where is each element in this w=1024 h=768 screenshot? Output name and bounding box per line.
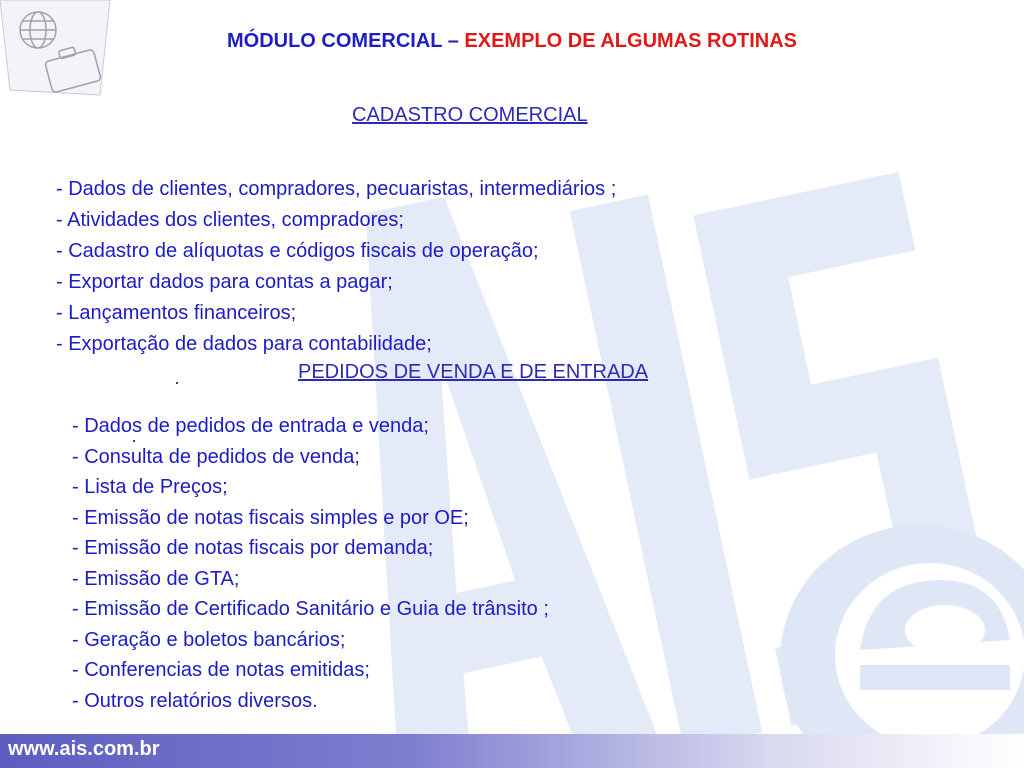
list-item: - Emissão de Certificado Sanitário e Guia de trânsito ; [72, 598, 549, 620]
footer-url[interactable]: www.ais.com.br [8, 738, 160, 760]
list-item: - Consulta de pedidos de venda; [72, 445, 360, 468]
list-item: - Dados de clientes, compradores, pecuaristas, intermediários ; [56, 178, 617, 200]
decorative-dot [176, 382, 178, 384]
list-item: - Lançamentos financeiros; [56, 302, 297, 324]
list-item: - Lista de Preços; [72, 476, 228, 498]
title-subtitle: EXEMPLO DE ALGUMAS ROTINAS [464, 30, 798, 52]
list-item: - Cadastro de alíquotas e códigos fiscais de operação; [56, 240, 539, 262]
section-heading-pedidos: PEDIDOS DE VENDA E DE ENTRADA [298, 361, 649, 383]
list-item: - Emissão de GTA; [72, 567, 240, 590]
list-item: - Emissão de notas fiscais por demanda; [72, 537, 434, 559]
title-module: MÓDULO COMERCIAL – [226, 30, 465, 52]
list-item: - Emissão de notas fiscais simples e por OE; [72, 506, 469, 529]
list-item: - Dados de pedidos de entrada e venda; [72, 415, 429, 437]
list-item: - Conferencias de notas emitidas; [72, 659, 370, 681]
list-item: - Outros relatórios diversos. [72, 689, 318, 712]
cadastro-list [56, 174, 616, 360]
section-heading-cadastro: CADASTRO COMERCIAL [352, 104, 588, 126]
pedidos-list [72, 411, 549, 716]
list-item: - Atividades dos clientes, compradores; [56, 209, 404, 231]
list-item: - Exportar dados para contas a pagar; [56, 271, 393, 293]
list-item: - Geração e boletos bancários; [72, 628, 346, 651]
list-item: - Exportação de dados para contabilidade; [56, 333, 432, 355]
page-title [0, 30, 1024, 53]
